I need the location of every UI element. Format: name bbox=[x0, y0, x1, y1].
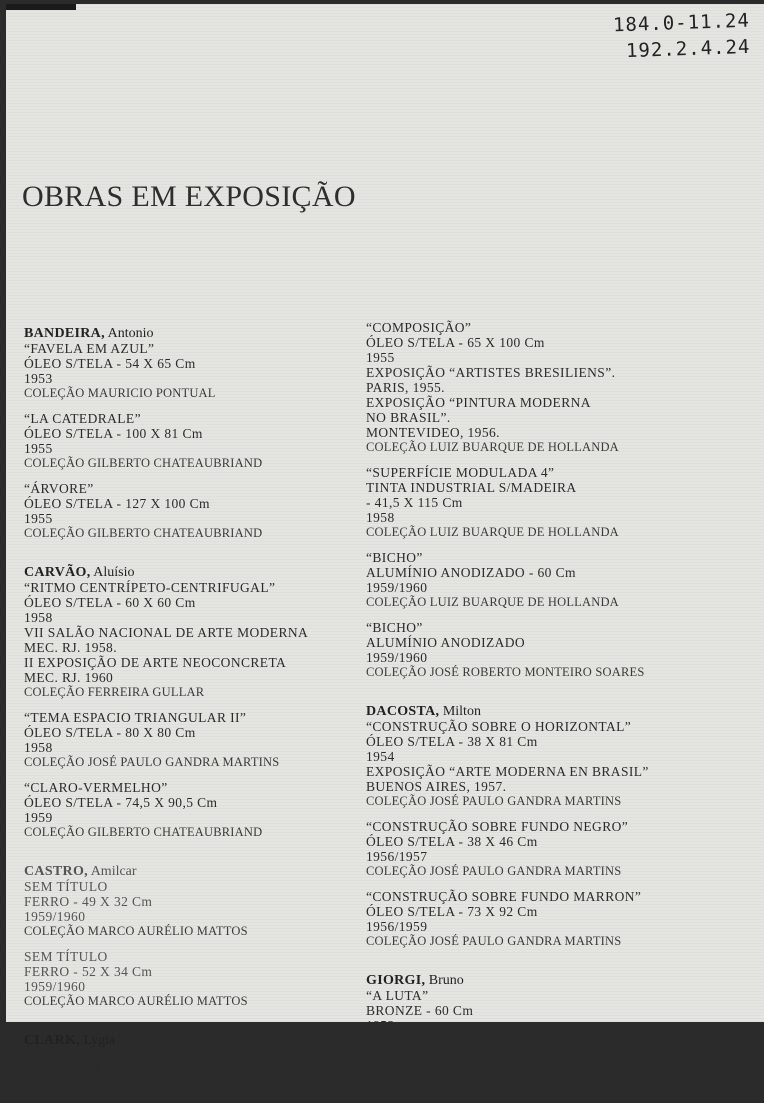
artist-name bbox=[366, 973, 706, 988]
artwork-title: “CONSTRUÇÃO SOBRE FUNDO MARRON” bbox=[366, 889, 642, 904]
artwork-title: “CONSTRUÇÃO SOBRE FUNDO NEGRO” bbox=[366, 819, 629, 834]
artwork-detail: ALUMÍNIO ANODIZADO - 60 Cm bbox=[366, 565, 576, 580]
artist-surname: DACOSTA, bbox=[366, 704, 440, 719]
artwork-title: “FAVELA EM AZUL” bbox=[24, 341, 155, 356]
artwork-title: “CONSTRUÇÃO SOBRE O HORIZONTAL” bbox=[366, 719, 632, 734]
artwork-title: “TEMA ESPACIO TRIANGULAR II” bbox=[24, 710, 247, 725]
artwork-entry bbox=[366, 550, 706, 610]
artwork-title: SEM TÍTULO bbox=[24, 949, 108, 964]
artist-surname: CASTRO, bbox=[24, 864, 88, 879]
artwork-detail: - 41,5 X 115 Cm bbox=[366, 495, 463, 510]
artwork-detail: ÓLEO S/TELA - 127 X 100 Cm bbox=[24, 496, 210, 511]
artwork-detail: 1955 bbox=[24, 511, 53, 526]
artist-name bbox=[24, 565, 364, 580]
artwork-detail: ÓLEO S/TELA - 60 X 60 Cm bbox=[24, 595, 196, 610]
artwork-entry bbox=[24, 580, 364, 700]
artist-entry bbox=[24, 864, 364, 1009]
artist-given-name: Lygia bbox=[83, 1033, 116, 1048]
artwork-detail: BRONZE - 60 Cm bbox=[366, 1003, 474, 1018]
artist-entry bbox=[366, 973, 706, 1063]
artwork-detail: ÓLEO S/TELA - 73 X 92 Cm bbox=[366, 904, 538, 919]
artwork-detail: 1958 bbox=[24, 610, 53, 625]
artwork-detail: ÓLEO S/TELA - 63 X 50 Cm bbox=[24, 1063, 196, 1078]
left-column bbox=[24, 326, 364, 1103]
artwork-detail: ÓLEO S/TELA - 74,5 X 90,5 Cm bbox=[24, 795, 218, 810]
scan-corner-mark bbox=[6, 4, 76, 10]
artwork-detail: ÓLEO S/TELA - 65 X 100 Cm bbox=[366, 335, 545, 350]
artwork-detail: FERRO - 49 X 32 Cm bbox=[24, 894, 153, 909]
artwork-collection: COLEÇÃO MAURICIO PONTUAL bbox=[24, 386, 216, 400]
artwork-detail: 1955 bbox=[366, 350, 395, 365]
artwork-entry bbox=[366, 620, 706, 680]
artwork-detail: ÓLEO S/TELA - 38 X 81 Cm bbox=[366, 734, 538, 749]
artwork-entry bbox=[24, 481, 364, 541]
artwork-entry bbox=[24, 710, 364, 770]
artwork-title: “COMPOSIÇÃO” bbox=[366, 320, 472, 335]
artwork-detail: II EXPOSIÇÃO DE ARTE NEOCONCRETA bbox=[24, 655, 287, 670]
artwork-detail: 1956/1957 bbox=[366, 849, 428, 864]
artwork-collection: COLEÇÃO LUIZ BUARQUE DE HOLLANDA bbox=[366, 525, 619, 539]
artwork-detail: 1955 bbox=[24, 441, 53, 456]
artwork-detail: ÓLEO S/TELA - 38 X 46 Cm bbox=[366, 834, 538, 849]
artwork-detail: ALUMÍNIO ANODIZADO bbox=[366, 635, 526, 650]
artwork-detail: EXPOSIÇÃO “ARTE MODERNA EN BRASIL” bbox=[366, 764, 649, 779]
artwork-title: “CLARO-VERMELHO” bbox=[24, 780, 168, 795]
artwork-entry bbox=[366, 889, 706, 949]
artwork-detail: 1952 bbox=[24, 1078, 53, 1093]
artist-entry bbox=[24, 1033, 364, 1093]
artwork-collection: COLEÇÃO JOSÉ PAULO GANDRA MARTINS bbox=[366, 934, 622, 948]
artwork-detail: EXPOSIÇÃO “PINTURA MODERNA bbox=[366, 395, 591, 410]
artist-given-name: Aluísio bbox=[93, 565, 135, 580]
artwork-detail: 1953 bbox=[366, 1018, 395, 1033]
artwork-detail: 1953 bbox=[24, 371, 53, 386]
artwork-detail: TINTA INDUSTRIAL S/MADEIRA bbox=[366, 480, 577, 495]
artwork-collection: COLEÇÃO LUIZ BUARQUE DE HOLLANDA bbox=[366, 595, 619, 609]
artwork-entry bbox=[366, 320, 706, 455]
artwork-collection: COLEÇÃO LUIZ BUARQUE DE HOLLANDA bbox=[366, 440, 619, 454]
artwork-detail: PARIS, 1955. bbox=[366, 380, 445, 395]
artwork-detail: BUENOS AIRES, 1957. bbox=[366, 779, 507, 794]
artwork-detail: MONTEVIDEO, 1956. bbox=[366, 425, 500, 440]
artist-entry bbox=[24, 565, 364, 840]
artwork-detail: ÓLEO S/TELA - 54 X 65 Cm bbox=[24, 356, 196, 371]
artist-surname: CARVÃO, bbox=[24, 565, 91, 580]
artwork-detail: 1958 bbox=[366, 510, 395, 525]
artwork-detail: VII SALÃO NACIONAL DE ARTE MODERNA bbox=[24, 625, 309, 640]
artwork-detail: 1959/1960 bbox=[24, 979, 86, 994]
artwork-title: “RITMO CENTRÍPETO-CENTRIFUGAL” bbox=[24, 580, 276, 595]
artwork-detail: 1958 bbox=[24, 740, 53, 755]
artwork-collection: COLEÇÃO JOSÉ PAULO GANDRA MARTINS bbox=[24, 755, 280, 769]
artist-surname: CLARK, bbox=[24, 1033, 80, 1048]
artwork-entry bbox=[24, 780, 364, 840]
artwork-collection: COLEÇÃO JOSÉ PAULO GANDRA MARTINS bbox=[366, 794, 622, 808]
artist-entry bbox=[366, 704, 706, 949]
artwork-detail: NO BRASIL”. bbox=[366, 410, 451, 425]
handwritten-code-2: 192.2.4.24 bbox=[625, 35, 751, 63]
artwork-entry bbox=[24, 1048, 364, 1093]
artwork-detail: II BIENAL DE SÃO PAULO, 1953 bbox=[366, 1033, 572, 1048]
artwork-title: SEM TÍTULO bbox=[24, 879, 108, 894]
artwork-collection: COLEÇÃO GILBERTO CHATEAUBRIAND bbox=[24, 456, 263, 470]
artwork-detail: ÓLEO S/TELA - 100 X 81 Cm bbox=[24, 426, 203, 441]
artwork-entry bbox=[24, 411, 364, 471]
artwork-entry bbox=[366, 988, 706, 1063]
artwork-title: “A LUTA” bbox=[366, 988, 429, 1003]
artist-surname: GIORGI, bbox=[366, 973, 426, 988]
artwork-collection: COLEÇÃO MARCO AURÉLIO MATTOS bbox=[24, 924, 248, 938]
artwork-title: “SUPERFÍCIE MODULADA 4” bbox=[366, 465, 555, 480]
artwork-detail: 1959 bbox=[24, 810, 53, 825]
artwork-detail: MEC. RJ. 1960 bbox=[24, 670, 114, 685]
artwork-title: “LA CATEDRALE” bbox=[24, 411, 141, 426]
artwork-detail: ÓLEO S/TELA - 80 X 80 Cm bbox=[24, 725, 196, 740]
artwork-title: “ÁRVORE” bbox=[24, 481, 94, 496]
artwork-collection: COLEÇÃO GILBERTO CHATEAUBRIAND bbox=[24, 825, 263, 839]
artwork-collection: COLEÇÃO MARCO AURÉLIO MATTOS bbox=[24, 994, 248, 1008]
artist-entry bbox=[366, 320, 706, 680]
artwork-detail: 1959/1960 bbox=[366, 650, 428, 665]
handwritten-code-1: 184.0-11.24 bbox=[612, 9, 751, 37]
artist-given-name: Amilcar bbox=[90, 864, 137, 879]
artwork-entry bbox=[366, 465, 706, 540]
right-column bbox=[366, 320, 706, 1073]
artist-given-name: Milton bbox=[442, 704, 481, 719]
artist-name bbox=[24, 1033, 364, 1048]
artist-given-name: Antonio bbox=[107, 326, 154, 341]
artwork-collection: COLEÇÃO GILBERTO CHATEAUBRIAND bbox=[24, 526, 263, 540]
artwork-entry bbox=[366, 819, 706, 879]
artist-name bbox=[24, 864, 364, 879]
artwork-detail: FERRO - 52 X 34 Cm bbox=[24, 964, 153, 979]
artist-given-name: Bruno bbox=[428, 973, 464, 988]
page-title: OBRAS EM EXPOSIÇÃO bbox=[22, 180, 356, 213]
artwork-title: “BICHO” bbox=[366, 620, 423, 635]
artist-entry bbox=[24, 326, 364, 541]
artwork-title: “COMPOSIÇÃO” bbox=[24, 1048, 130, 1063]
artwork-collection: COLEÇÃO JOSÉ ROBERTO MONTEIRO SOARES bbox=[366, 665, 645, 679]
artwork-entry bbox=[24, 949, 364, 1009]
artist-surname: BANDEIRA, bbox=[24, 326, 105, 341]
artwork-detail: 1959/1960 bbox=[24, 909, 86, 924]
document-page bbox=[6, 4, 764, 1093]
artwork-collection: COLEÇÃO JOSÉ PAULO GANDRA MARTINS bbox=[366, 864, 622, 878]
artwork-detail: EXPOSIÇÃO “ARTISTES BRESILIENS”. bbox=[366, 365, 616, 380]
artwork-title: “BICHO” bbox=[366, 550, 423, 565]
artist-name bbox=[24, 326, 364, 341]
artwork-detail: 1959/1960 bbox=[366, 580, 428, 595]
artist-name bbox=[366, 704, 706, 719]
artwork-entry bbox=[24, 879, 364, 939]
artwork-entry bbox=[366, 719, 706, 809]
artwork-detail: 1954 bbox=[366, 749, 395, 764]
artwork-collection: COLEÇÃO FERREIRA GULLAR bbox=[24, 685, 205, 699]
artwork-detail: MEC. RJ. 1958. bbox=[24, 640, 117, 655]
artwork-detail: 1956/1959 bbox=[366, 919, 428, 934]
artwork-entry bbox=[24, 341, 364, 401]
artwork-detail: PRÊMIO ESCULTURA NACIONAL bbox=[366, 1048, 582, 1063]
